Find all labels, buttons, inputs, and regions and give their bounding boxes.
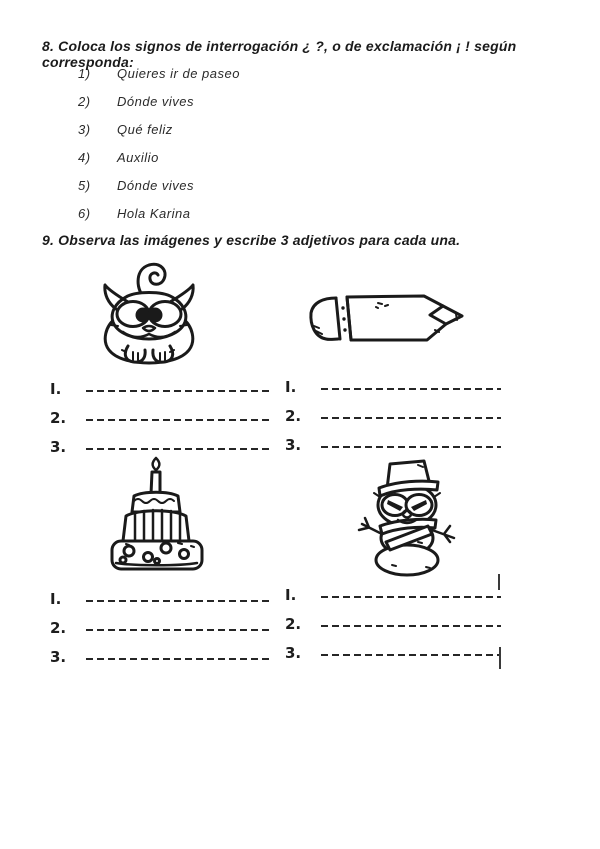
answers-cat xyxy=(50,368,271,455)
item-number: 2) xyxy=(78,94,91,109)
answer-blank-line xyxy=(86,448,271,451)
list-item xyxy=(78,206,190,221)
answer-blank-line xyxy=(321,417,501,420)
answer-number: I. xyxy=(50,380,62,398)
item-text: Auxilio xyxy=(117,150,159,165)
answer-blank-line xyxy=(86,390,271,393)
answer-row xyxy=(285,574,501,603)
answer-row xyxy=(50,426,271,455)
answer-row xyxy=(285,632,501,661)
answer-number: 3. xyxy=(50,438,67,456)
answer-blank-line xyxy=(321,596,501,599)
list-item xyxy=(78,178,194,193)
answer-blank-line xyxy=(321,654,501,657)
item-text: Hola Karina xyxy=(117,206,191,221)
answer-row xyxy=(50,636,271,665)
item-number: 4) xyxy=(78,150,91,165)
answer-row xyxy=(50,578,271,607)
answer-blank-line xyxy=(86,600,271,603)
list-item xyxy=(78,94,194,109)
answer-number: I. xyxy=(285,586,297,604)
answer-blank-line xyxy=(86,629,271,632)
section9-heading: 9. Observa las imágenes y escribe 3 adjetivos para cada una. xyxy=(42,232,461,248)
answers-cake xyxy=(50,578,271,665)
item-number: 6) xyxy=(78,206,91,221)
cake-image xyxy=(94,453,220,577)
answer-blank-line xyxy=(321,625,501,628)
item-number: 3) xyxy=(78,122,91,137)
list-item xyxy=(78,150,159,165)
pencil-image xyxy=(306,286,468,350)
stray-mark xyxy=(499,647,501,669)
answer-blank-line xyxy=(321,388,501,391)
answer-blank-line xyxy=(86,658,271,661)
item-text: Dónde vives xyxy=(117,178,195,193)
answer-number: 3. xyxy=(285,436,302,454)
answer-number: 2. xyxy=(285,407,302,425)
answer-blank-line xyxy=(86,419,271,422)
section8-heading: 8. Coloca los signos de interrogación ¿ ?, o de exclamación ¡ ! según corresponda: xyxy=(42,38,517,70)
answer-number: I. xyxy=(50,590,62,608)
stray-mark xyxy=(498,574,500,590)
answer-number: 3. xyxy=(285,644,302,662)
answers-pencil xyxy=(285,366,501,453)
answer-row xyxy=(285,424,501,453)
answers-snowman xyxy=(285,574,501,661)
list-item xyxy=(78,122,173,137)
item-number: 1) xyxy=(78,66,91,81)
answer-number: I. xyxy=(285,378,297,396)
answer-number: 2. xyxy=(50,409,67,427)
item-number: 5) xyxy=(78,178,91,193)
answer-number: 3. xyxy=(50,648,67,666)
answer-row xyxy=(50,368,271,397)
answer-number: 2. xyxy=(285,615,302,633)
cat-image xyxy=(92,258,206,368)
item-text: Dónde vives xyxy=(117,94,195,109)
snowman-image xyxy=(352,452,464,580)
item-text: Quieres ir de paseo xyxy=(117,66,240,81)
answer-row xyxy=(285,366,501,395)
answer-row xyxy=(50,397,271,426)
answer-row xyxy=(285,603,501,632)
answer-blank-line xyxy=(321,446,501,449)
answer-row xyxy=(285,395,501,424)
answer-row xyxy=(50,607,271,636)
answer-number: 2. xyxy=(50,619,67,637)
item-text: Qué feliz xyxy=(117,122,173,137)
list-item xyxy=(78,66,240,81)
